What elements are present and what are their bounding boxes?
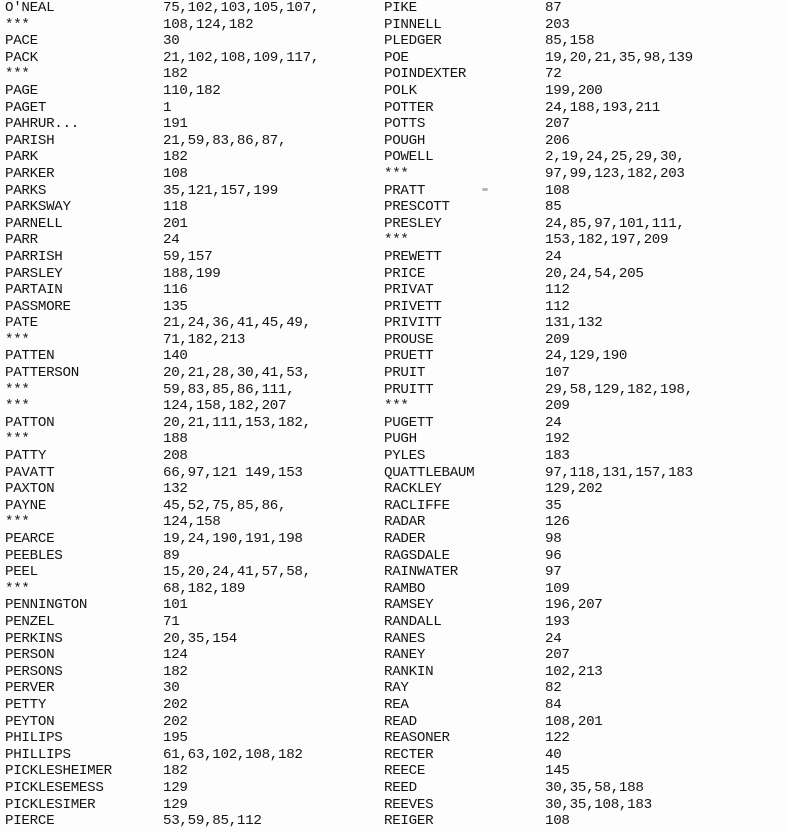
- entry-page-numbers: 24,188,193,211: [545, 99, 660, 116]
- entry-page-numbers: 24,129,190: [545, 348, 628, 365]
- entry-surname: POTTS: [384, 116, 426, 133]
- entry-surname: PYLES: [384, 448, 426, 465]
- entry-page-numbers: 183: [545, 448, 570, 465]
- entry-page-numbers: 135: [163, 298, 188, 315]
- entry-page-numbers: 182: [163, 149, 188, 166]
- entry-page-numbers: 129,202: [545, 481, 603, 498]
- entry-surname: PAGE: [5, 82, 38, 99]
- entry-surname: PIKE: [384, 0, 417, 16]
- entry-page-numbers: 98: [545, 531, 562, 547]
- entry-page-numbers: 24: [545, 630, 562, 647]
- entry-page-numbers: 108: [163, 165, 188, 182]
- entry-page-numbers: 72: [545, 66, 562, 83]
- entry-page-numbers: 122: [545, 730, 570, 747]
- entry-surname: RAGSDALE: [384, 547, 450, 564]
- entry-page-numbers: 61,63,102,108,182: [163, 746, 303, 763]
- entry-page-numbers: 66,97,121 149,153: [163, 464, 303, 481]
- entry-page-numbers: 196,207: [545, 597, 603, 614]
- entry-surname: PRIVETT: [384, 298, 442, 315]
- entry-page-numbers: 193: [545, 613, 570, 630]
- entry-surname: PETTY: [5, 696, 47, 713]
- entry-surname: PACK: [5, 49, 38, 66]
- entry-surname: PHILIPS: [5, 730, 63, 747]
- entry-surname: PERSONS: [5, 663, 63, 680]
- entry-surname: READ: [384, 713, 417, 730]
- entry-page-numbers: 40: [545, 746, 562, 763]
- entry-page-numbers: 153,182,197,209: [545, 232, 669, 249]
- entry-page-numbers: 129: [163, 779, 188, 796]
- entry-page-numbers: 24: [545, 414, 562, 431]
- entry-page-numbers: 29,58,129,182,198,: [545, 381, 693, 398]
- entry-surname: PAGET: [5, 99, 47, 116]
- entry-page-numbers: 71: [163, 613, 180, 630]
- entry-surname: ***: [384, 232, 409, 249]
- entry-page-numbers: 192: [545, 431, 570, 448]
- entry-surname: PAXTON: [5, 481, 55, 498]
- entry-surname: PARRISH: [5, 248, 63, 265]
- entry-surname: PRUIT: [384, 365, 426, 382]
- entry-page-numbers: 188,199: [163, 265, 221, 282]
- entry-page-numbers: 68,182,189: [163, 580, 246, 597]
- entry-page-numbers: 45,52,75,85,86,: [163, 497, 287, 514]
- entry-surname: PERKINS: [5, 630, 63, 647]
- entry-surname: PLEDGER: [384, 33, 442, 50]
- entry-page-numbers: 132: [163, 481, 188, 498]
- entry-page-numbers: 112: [545, 282, 570, 299]
- entry-page-numbers: 21,59,83,86,87,: [163, 132, 287, 149]
- entry-surname: PATTERSON: [5, 365, 79, 382]
- entry-surname: PREWETT: [384, 248, 442, 265]
- entry-page-numbers: 84: [545, 696, 562, 713]
- entry-page-numbers: 202: [163, 696, 188, 713]
- entry-page-numbers: 188: [163, 431, 188, 448]
- entry-surname: ***: [5, 331, 30, 348]
- entry-surname: ***: [5, 580, 30, 597]
- entry-surname: ***: [5, 431, 30, 448]
- entry-page-numbers: 195: [163, 730, 188, 747]
- entry-surname: PAHRUR...: [5, 116, 79, 133]
- entry-surname: PERSON: [5, 647, 55, 664]
- entry-surname: PEARCE: [5, 531, 55, 547]
- entry-surname: RANKIN: [384, 663, 434, 680]
- entry-page-numbers: 118: [163, 199, 188, 216]
- entry-surname: RECTER: [384, 746, 434, 763]
- entry-surname: PRICE: [384, 265, 426, 282]
- entry-page-numbers: 129: [163, 796, 188, 813]
- entry-page-numbers: 20,21,28,30,41,53,: [163, 365, 311, 382]
- entry-page-numbers: 97,118,131,157,183: [545, 464, 693, 481]
- entry-surname: PENZEL: [5, 613, 55, 630]
- entry-page-numbers: 182: [163, 66, 188, 83]
- entry-page-numbers: 101: [163, 597, 188, 614]
- entry-page-numbers: 53,59,85,112: [163, 813, 262, 830]
- entry-page-numbers: 20,35,154: [163, 630, 237, 647]
- entry-page-numbers: 24,85,97,101,111,: [545, 215, 685, 232]
- entry-page-numbers: 21,102,108,109,117,: [163, 49, 320, 66]
- entry-page-numbers: 75,102,103,105,107,: [163, 0, 320, 16]
- entry-surname: PARTAIN: [5, 282, 63, 299]
- entry-page-numbers: 19,20,21,35,98,139: [545, 49, 693, 66]
- entry-page-numbers: 24: [545, 248, 562, 265]
- entry-page-numbers: 108,124,182: [163, 16, 254, 33]
- entry-page-numbers: 209: [545, 398, 570, 415]
- entry-page-numbers: 107: [545, 365, 570, 382]
- entry-surname: PATE: [5, 315, 38, 332]
- entry-surname: PRIVAT: [384, 282, 434, 299]
- entry-surname: PRESLEY: [384, 215, 442, 232]
- entry-surname: PICKLESEMESS: [5, 779, 104, 796]
- entry-surname: ***: [384, 165, 409, 182]
- entry-surname: RADAR: [384, 514, 426, 531]
- entry-page-numbers: 126: [545, 514, 570, 531]
- entry-page-numbers: 140: [163, 348, 188, 365]
- entry-surname: RAMSEY: [384, 597, 434, 614]
- entry-surname: PAVATT: [5, 464, 55, 481]
- entry-page-numbers: 30,35,108,183: [545, 796, 652, 813]
- entry-surname: PHILLIPS: [5, 746, 71, 763]
- entry-surname: PAYNE: [5, 497, 47, 514]
- entry-page-numbers: 124: [163, 647, 188, 664]
- entry-surname: POINDEXTER: [384, 66, 467, 83]
- entry-surname: RACLIFFE: [384, 497, 450, 514]
- entry-page-numbers: 124,158: [163, 514, 221, 531]
- entry-page-numbers: 85,158: [545, 33, 595, 50]
- entry-page-numbers: 20,21,111,153,182,: [163, 414, 311, 431]
- entry-surname: PEEL: [5, 564, 38, 581]
- entry-surname: RAMBO: [384, 580, 426, 597]
- entry-page-numbers: 109: [545, 580, 570, 597]
- entry-surname: RANDALL: [384, 613, 442, 630]
- entry-page-numbers: 97: [545, 564, 562, 581]
- entry-surname: ***: [5, 398, 30, 415]
- entry-surname: RACKLEY: [384, 481, 442, 498]
- entry-page-numbers: 97,99,123,182,203: [545, 165, 685, 182]
- entry-surname: PROUSE: [384, 331, 434, 348]
- entry-page-numbers: 35,121,157,199: [163, 182, 278, 199]
- entry-surname: RANES: [384, 630, 426, 647]
- entry-page-numbers: 110,182: [163, 82, 221, 99]
- entry-surname: POUGH: [384, 132, 426, 149]
- entry-page-numbers: 59,157: [163, 248, 213, 265]
- entry-page-numbers: 207: [545, 116, 570, 133]
- entry-page-numbers: 1: [163, 99, 172, 116]
- entry-surname: PERVER: [5, 680, 55, 697]
- entry-surname: QUATTLEBAUM: [384, 464, 475, 481]
- entry-surname: PATTEN: [5, 348, 55, 365]
- entry-page-numbers: 124,158,182,207: [163, 398, 287, 415]
- entry-page-numbers: 131,132: [545, 315, 603, 332]
- entry-surname: ***: [5, 66, 30, 83]
- entry-surname: REEVES: [384, 796, 434, 813]
- entry-page-numbers: 2,19,24,25,29,30,: [545, 149, 685, 166]
- entry-surname: PICKLESHEIMER: [5, 763, 112, 780]
- entry-surname: PASSMORE: [5, 298, 71, 315]
- entry-surname: RAINWATER: [384, 564, 458, 581]
- entry-page-numbers: 89: [163, 547, 180, 564]
- entry-surname: POE: [384, 49, 409, 66]
- entry-surname: PRIVITT: [384, 315, 442, 332]
- entry-page-numbers: 191: [163, 116, 188, 133]
- entry-surname: PUGH: [384, 431, 417, 448]
- entry-page-numbers: 108,201: [545, 713, 603, 730]
- entry-page-numbers: 206: [545, 132, 570, 149]
- entry-surname: PUGETT: [384, 414, 434, 431]
- entry-surname: REASONER: [384, 730, 450, 747]
- entry-page-numbers: 182: [163, 763, 188, 780]
- entry-surname: PEYTON: [5, 713, 55, 730]
- entry-surname: PARK: [5, 149, 38, 166]
- entry-page-numbers: 208: [163, 448, 188, 465]
- entry-surname: ***: [5, 16, 30, 33]
- entry-surname: PARKER: [5, 165, 55, 182]
- entry-page-numbers: 182: [163, 663, 188, 680]
- entry-surname: PARKS: [5, 182, 47, 199]
- entry-page-numbers: 116: [163, 282, 188, 299]
- entry-page-numbers: 201: [163, 215, 188, 232]
- entry-page-numbers: 82: [545, 680, 562, 697]
- entry-surname: REED: [384, 779, 417, 796]
- entry-surname: PRATT: [384, 182, 426, 199]
- entry-surname: PARISH: [5, 132, 55, 149]
- entry-surname: PIERCE: [5, 813, 55, 830]
- entry-page-numbers: 71,182,213: [163, 331, 246, 348]
- entry-page-numbers: 202: [163, 713, 188, 730]
- entry-page-numbers: 59,83,85,86,111,: [163, 381, 295, 398]
- entry-page-numbers: 35: [545, 497, 562, 514]
- entry-surname: POLK: [384, 82, 417, 99]
- entry-page-numbers: 96: [545, 547, 562, 564]
- entry-surname: REIGER: [384, 813, 434, 830]
- entry-surname: PARR: [5, 232, 38, 249]
- entry-surname: PARNELL: [5, 215, 63, 232]
- entry-surname: PACE: [5, 33, 38, 50]
- entry-surname: ***: [384, 398, 409, 415]
- entry-page-numbers: 30: [163, 33, 180, 50]
- entry-page-numbers: 19,24,190,191,198: [163, 531, 303, 547]
- entry-page-numbers: 30: [163, 680, 180, 697]
- entry-surname: PEEBLES: [5, 547, 63, 564]
- entry-surname: REA: [384, 696, 409, 713]
- entry-page-numbers: 85: [545, 199, 562, 216]
- entry-page-numbers: 87: [545, 0, 562, 16]
- entry-surname: PATTON: [5, 414, 55, 431]
- entry-page-numbers: 112: [545, 298, 570, 315]
- entry-page-numbers: 102,213: [545, 663, 603, 680]
- entry-surname: PARSLEY: [5, 265, 63, 282]
- entry-page-numbers: 207: [545, 647, 570, 664]
- entry-surname: POTTER: [384, 99, 434, 116]
- entry-surname: O'NEAL: [5, 0, 55, 16]
- entry-surname: POWELL: [384, 149, 434, 166]
- entry-page-numbers: 108: [545, 813, 570, 830]
- entry-surname: RANEY: [384, 647, 426, 664]
- entry-page-numbers: 108: [545, 182, 570, 199]
- entry-surname: REECE: [384, 763, 426, 780]
- entry-page-numbers: 20,24,54,205: [545, 265, 644, 282]
- entry-surname: ***: [5, 514, 30, 531]
- entry-surname: ***: [5, 381, 30, 398]
- entry-surname: PATTY: [5, 448, 47, 465]
- entry-surname: PRUETT: [384, 348, 434, 365]
- entry-page-numbers: 145: [545, 763, 570, 780]
- entry-surname: PRUITT: [384, 381, 434, 398]
- entry-surname: RAY: [384, 680, 409, 697]
- entry-surname: RADER: [384, 531, 426, 547]
- entry-page-numbers: 203: [545, 16, 570, 33]
- entry-surname: PINNELL: [384, 16, 442, 33]
- entry-surname: PENNINGTON: [5, 597, 88, 614]
- entry-page-numbers: 30,35,58,188: [545, 779, 644, 796]
- scan-speck: [482, 188, 488, 191]
- entry-page-numbers: 24: [163, 232, 180, 249]
- entry-page-numbers: 209: [545, 331, 570, 348]
- entry-page-numbers: 199,200: [545, 82, 603, 99]
- entry-surname: PARKSWAY: [5, 199, 71, 216]
- entry-page-numbers: 21,24,36,41,45,49,: [163, 315, 311, 332]
- entry-surname: PICKLESIMER: [5, 796, 96, 813]
- entry-page-numbers: 15,20,24,41,57,58,: [163, 564, 311, 581]
- entry-surname: PRESCOTT: [384, 199, 450, 216]
